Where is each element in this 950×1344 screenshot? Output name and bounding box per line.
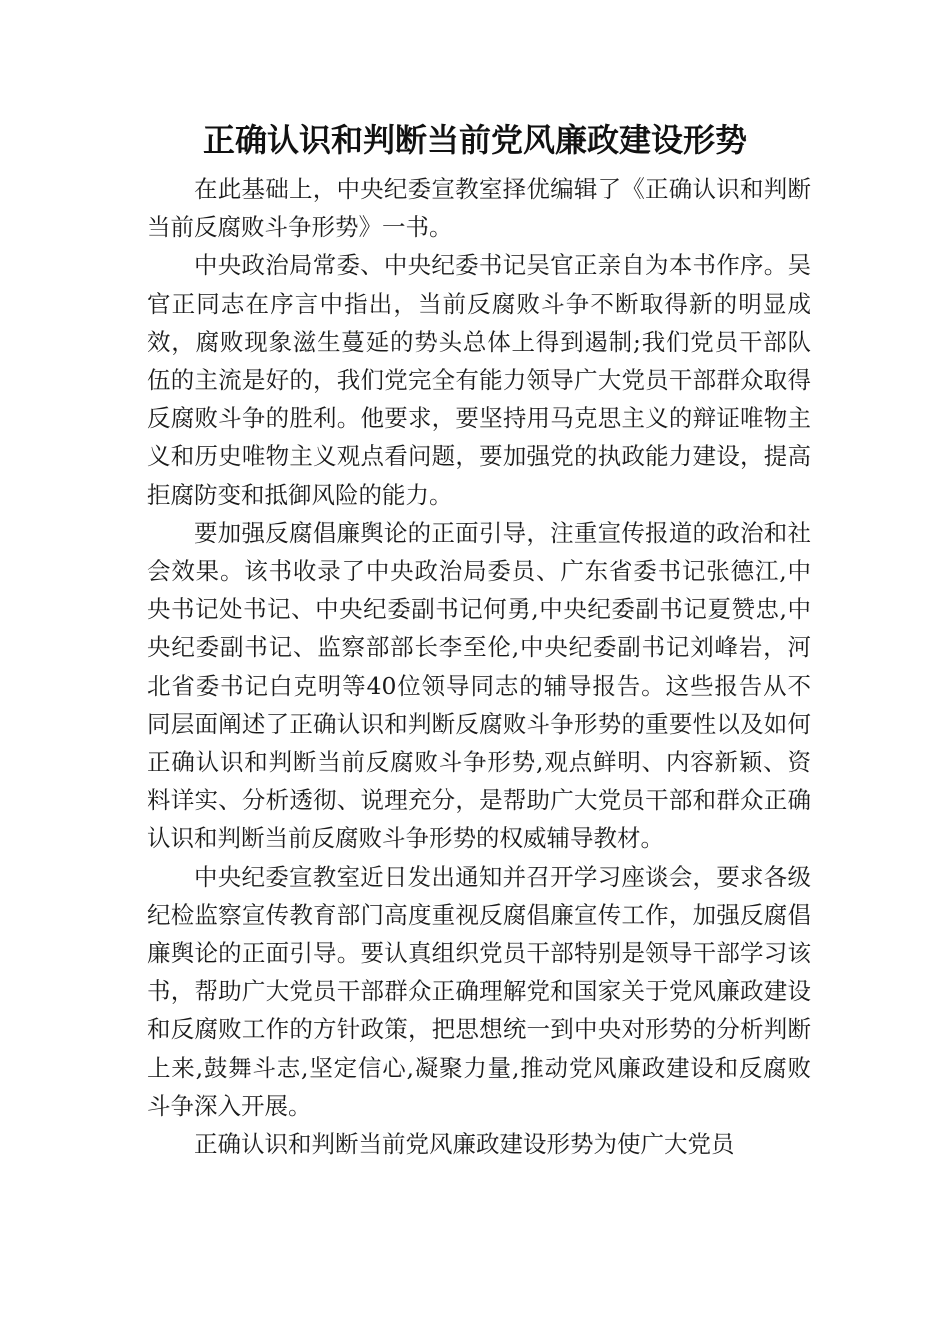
- paragraph-2: 中央政治局常委、中央纪委书记吴官正亲自为本书作序。吴官正同志在序言中指出，当前反腐败斗争不断取得新的明显成效，腐败现象滋生蔓延的势头总体上得到遏制;我们党员干部队伍的主流是好的，我们党完全有能力领导广大党员干部群众取得反腐败斗争的胜利。他要求，要坚持用马克思主义的辩证唯物主义和历史唯物主义观点看问题，要加强党的执政能力建设，提高拒腐防变和抵御风险的能力。: [147, 251, 811, 509]
- document-title: 正确认识和判断当前党风廉政建设形势: [202, 121, 747, 159]
- paragraph-4: 中央纪委宣教室近日发出通知并召开学习座谈会，要求各级纪检监察宣传教育部门高度重视反腐倡廉宣传工作，加强反腐倡廉舆论的正面引导。要认真组织党员干部特别是领导干部学习该书，帮助广大党员干部群众正确理解党和国家关于党风廉政建设和反腐败工作的方针政策，把思想统一到中央对形势的分析判断上来,鼓舞斗志,坚定信心,凝聚力量,推动党风廉政建设和反腐败斗争深入开展。: [147, 862, 811, 1120]
- document-body: [147, 170, 811, 1163]
- paragraph-5: 正确认识和判断当前党风廉政建设形势为使广大党员: [194, 1130, 735, 1159]
- paragraph-3: 要加强反腐倡廉舆论的正面引导，注重宣传报道的政治和社会效果。该书收录了中央政治局委员、广东省委书记张德江,中央书记处书记、中央纪委副书记何勇,中央纪委副书记夏赞忠,中央纪委副书记、监察部部长李至伦,中央纪委副书记刘峰岩，河北省委书记白克明等40位领导同志的辅导报告。这些报告从不同层面阐述了正确认识和判断反腐败斗争形势的重要性以及如何正确认识和判断当前反腐败斗争形势,观点鲜明、内容新颖、资料详实、分析透彻、说理充分，是帮助广大党员干部和群众正确认识和判断当前反腐败斗争形势的权威辅导教材。: [147, 518, 811, 853]
- paragraph-1: 在此基础上，中央纪委宣教室择优编辑了《正确认识和判断当前反腐败斗争形势》一书。: [147, 175, 811, 242]
